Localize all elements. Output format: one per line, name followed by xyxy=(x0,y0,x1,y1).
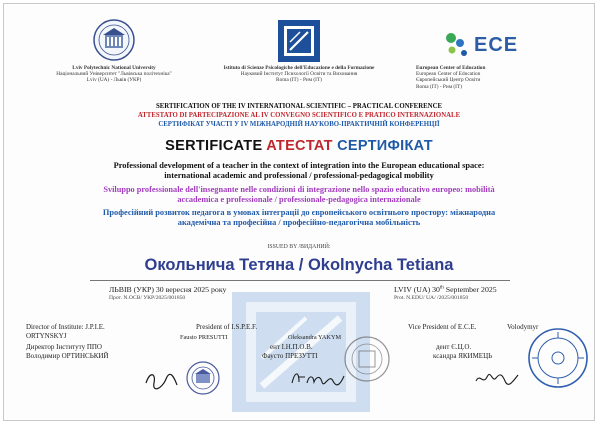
sig-line4-mid: Фаусто ПРЕЗУТТІ xyxy=(262,352,318,360)
sig-line4-right: ксандра ЯКИМЕЦЬ xyxy=(433,352,493,360)
title-uk: СЕРТИФІКАТ xyxy=(337,138,433,154)
left-org-text xyxy=(44,65,184,84)
ispef-stamp-icon xyxy=(342,334,392,384)
theme-uk-line1: Професійний розвиток педагога в умовах інтеграції до європейського освітнього простору: міжнародна xyxy=(102,208,496,217)
university-seal-icon xyxy=(92,18,136,62)
certificate xyxy=(3,3,595,421)
ece-logo-text: ECE xyxy=(474,34,519,56)
date-right-text xyxy=(394,285,554,294)
title-it: ATECTAT xyxy=(266,138,333,154)
sig-line3-left: Директор Інституту ППО xyxy=(26,343,102,351)
sig-line3-right: дент Є.Ц.О. xyxy=(436,343,472,351)
date-left-text: ЛЬВІВ (УКР) 30 вересня 2025 року xyxy=(109,285,227,294)
date-right-before: LVIV (UA) 30 xyxy=(394,285,440,294)
recipient-name: Окольнича Тетяна / Okolnycha Tetiana xyxy=(144,256,454,274)
certificate-title xyxy=(4,138,594,154)
signature-left xyxy=(142,369,180,391)
right-org-logo xyxy=(440,28,530,62)
right-org-line2: European Center of Education xyxy=(416,71,481,78)
conference-it: ATTESTATO DI PARTECIPAZIONE AL IV CONVEGNO SCIENTIFICO E PRATICO INTERNAZIONALE xyxy=(137,112,461,119)
university-stamp-icon xyxy=(184,360,222,396)
left-org-logo xyxy=(92,18,136,62)
theme-en-line2: international academic and professional / professional-pedagogical mobility xyxy=(164,171,434,180)
ece-stamp-icon xyxy=(526,326,590,390)
center-org-line3: Roma (IT) - Рим (IT) xyxy=(276,77,322,84)
left-org-line3: Lviv (UA) - Львів (УКР) xyxy=(86,77,142,84)
right-org-line4: Roma (IT) - Рим (IT) xyxy=(416,83,462,90)
ispef-square-logo-icon xyxy=(278,20,320,62)
center-org-logo xyxy=(278,20,320,62)
center-org-line2: Науковий Інститут Психології Освіти та Виховання xyxy=(240,71,358,78)
theme-uk-line2: академічна та професійна / професійно-педагогічна мобільність xyxy=(177,218,421,227)
ece-logo-icon xyxy=(440,28,474,62)
issued-by-label: ISSUED BY /ВИДАНИЙ: xyxy=(267,244,331,250)
sig-line1-mid: President of I.S.P.E.F. xyxy=(196,323,258,331)
date-right-after: September 2025 xyxy=(443,285,497,294)
right-org-text xyxy=(416,65,556,90)
conference-en: SERTIFICATION OF THE IV INTERNATIONAL SCIENTIFIC – PRACTICAL CONFERENCE xyxy=(155,103,443,110)
theme-it-line2: accademica e professionale / professionale-pedagogica internazionale xyxy=(177,195,421,204)
signature-right xyxy=(474,369,522,389)
theme-it-line1: Sviluppo professionale dell'insegnante nelle condizioni di integrazione nello spazio educativo europeo: mobilità xyxy=(103,185,495,194)
date-left-prot: Прот. N.ОСВ/ УКР/2025/001850 xyxy=(109,295,186,301)
right-org-line3: Європейський Центр Освіти xyxy=(416,77,481,84)
sig-line1-right2: Volodymyr xyxy=(507,323,539,331)
date-right xyxy=(394,285,554,301)
center-org-line1: Istituto di Scienze Psicologiche dell'Educazione e della Formazione xyxy=(223,65,375,71)
center-org-text xyxy=(189,65,409,84)
sig-line1-right: Vice President of E.C.E. xyxy=(408,323,477,331)
sig-line2-right: Oleksandra YAKYM xyxy=(288,334,342,341)
sig-line1-left: Director of Institute: J.P.I.E. xyxy=(26,323,105,331)
sig-line3-mid: ент І.Н.П.О.В. xyxy=(270,343,313,351)
theme-en-line1: Professional development of a teacher in the context of integration into the European educational space: xyxy=(113,161,485,170)
conference-uk: СЕРТИФІКАТ УЧАСТІ У IV МІЖНАРОДНІЙ НАУКОВО-ПРАКТИЧНІЙ КОНФЕРЕНЦІЇ xyxy=(158,121,440,128)
left-org-line1: Lviv Polytechnic National University xyxy=(72,65,156,71)
right-org-line1: European Center of Education xyxy=(416,65,486,71)
title-en: SERTIFICATE xyxy=(165,138,263,154)
signature-center xyxy=(289,367,347,389)
sig-line2-left: ORTYNSKYJ xyxy=(26,332,67,340)
sig-line4-left: Володимир ОРТИНСЬКИЙ xyxy=(26,352,109,360)
recipient-underline xyxy=(90,280,510,281)
sig-line2-mid: Fausto PRESUTTI xyxy=(180,334,228,341)
date-right-sup: th xyxy=(439,285,444,291)
left-org-line2: Національний Університет "Львівська політехніка" xyxy=(56,71,172,78)
date-right-prot: Prot. N.EDU/ UA/ /2025/001850 xyxy=(394,295,469,301)
